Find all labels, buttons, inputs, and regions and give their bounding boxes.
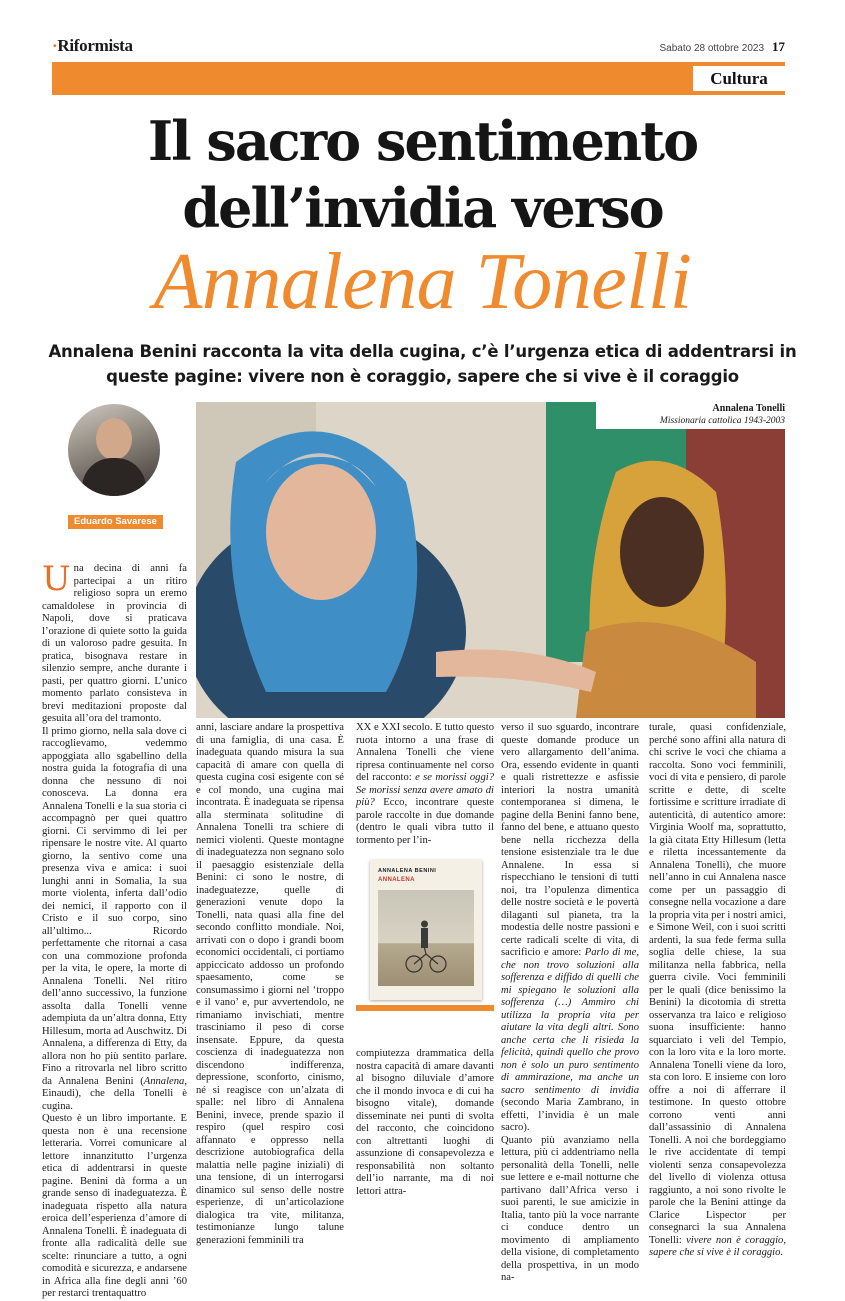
issue-date: Sabato 28 ottobre 2023 [659,43,764,54]
paragraph: compiutezza drammatica della nostra capacità di amare davanti al bisogno diluviale d’amore che il mondo invoca e di cui ha bisogno vitale), domande disseminate nei punti di svolta del racconto, che coincidono con altrettanti luoghi di assunzione di consapevolezza e responsabilità non soltanto dell’io narrante, ma di noi lettori attra- [356,1048,494,1197]
headline-line-2: dell’invidia verso [182,176,663,240]
book-title-inline: Annalena [143,1075,185,1087]
paragraph [356,722,494,847]
logo-dot-icon: · [52,36,58,55]
paragraph-text: na decina di anni fa partecipai a un ritiro religioso sopra un eremo camaldolese in provincia di Napoli, dove si praticava l’orazione di quiete sotto la guida di un valoroso padre gesuita. In pratica, bisognava restare in silenzio sempre, anche durante i pasti, per quattro giorni. L’unico momento parlato consisteva in brevi meditazioni proposte dal gesuita all’ora del tramonto. [42,563,187,724]
book-cover-image [356,860,494,1020]
paragraph: anni, lasciare andare la prospettiva di una famiglia, di una casa. È inadeguata quando misura la sua capacità di amare con quella di questa cugina così esigente con sé e col mondo, una cugina mai incontrata. È inadeguata se ripensa alla sterminata solitudine di Annalena Tonelli tra schiere di nemici violenti. Queste montagne di inadeguatezza non segnano solo il paesaggio esistenziale della Benini: ci sono le nostre, di inadeguatezze, quelle di generazioni venute dopo la Tonelli, nata quasi alla fine del secondo conflitto mondiale. Noi, arrivati con o dopo i grandi boom economici occidentali, ci portiamo appiccicato addosso un profondo spaesamento, come se consumassimo i giorni nel ‘troppo e il vano’ e, pur avvertendolo, ne rimaniamo invischiati, mentre trasciniamo il peso di corse insensate. Eppure, da questa coscienza di inadeguatezza non discendono indifferenza, depressione, sconforto, cinismo, né si reagisce con un’alzata di spalle: nel libro di Annalena Benini, invece, prende spazio il respiro (quel respiro così affannato e oppresso nella descrizione autobiografica della malattia nelle pagine iniziali) di una tensione, di un interrogarsi dinamico sul senso delle nostre esperienze, di un’articolazione dialogica tra vite, militanza, testimonianze lungo talune generazioni femminili tra [196,722,344,1246]
paragraph [42,726,187,1114]
headline-name: Annalena Tonelli [153,238,692,326]
paragraph [501,722,639,1135]
logo-text: Riformista [57,36,133,55]
avatar-head-shape [96,418,132,460]
book-title: ANNALENA [378,877,415,883]
paragraph-text: , Einaudi), che della Tonelli è cugina. [42,1075,187,1112]
article-column-3 [356,722,494,847]
headline [52,108,793,326]
article-column-3-continued [356,1048,494,1198]
article-column-2 [196,722,344,1247]
article-column-4 [501,722,639,1285]
section-label [693,66,785,91]
paragraph-text: verso il suo sguardo, incontrare queste domande produce un vero allargamento dell’anima. Ora, essendo evidente in quanti e quali ristrettezze e asfissie interiori la nostra umanità contemporanea si dimena, le pagine della Benini fanno bene, fanno del bene, e attuano questo bene nella ricchezza della tensione esistenziale tra le due Annalene. In essa si rispecchiano le tensioni di tutti noi, tra l’opulenza dimentica delle nostre società e le povertà dilaganti sul pianeta, tra la modestia delle nostre passioni e certe radicali scelte di vita, di sacrificio e amore: [501,722,639,958]
paragraph: Quanto più avanziamo nella lettura, più ci addentriamo nella personalità della Tonelli, nelle sue lettere e e-mail notturne che partivano dall’Africa verso i suoi parenti, le sue amicizie in Italia, tanto più la voce narrante ci conduce dentro un movimento di ampliamento della visione, di completamento della prospettiva, in un modo na- [501,1134,639,1283]
author-avatar [68,404,160,496]
bicycle-figure-icon [378,890,474,986]
caption-name: Annalena Tonelli [712,403,785,414]
newspaper-logo [52,36,133,56]
woman-right-face [620,497,704,607]
section-bar [52,62,785,95]
article-column-1 [42,559,187,1301]
quote-inline: Parlo di me, che non trovo soluzioni alla sofferenza e diffido di quelli che mi spiegano le soluzioni alla sofferenza (…) Ammiro chi utilizza la propria vita per aiutare la vita degli altri. Sono anche certa che li risieda la felicità, quindi quello che provo non è solo un puro sentimento di ammirazione, ma anche un sacro sentimento di invidia [501,947,639,1096]
book-author: ANNALENA BENINI [378,868,437,874]
paragraph-text: Il primo giorno, nella sala dove ci raccoglievamo, vedemmo appoggiata allo sgabellino della nostra guida la fotografia di una donna che nessuno di noi conosceva. La donna era Annalena Tonelli e la sua storia ci accompagnò per quei quattro giorni. Ci servimmo di lei per ripensare le nostre vite. Al quarto giorno, la sentivo come una presenza viva e amica: i suoi lunghi anni in Somalia, la sua morte violenta, inferta dall’odio dei nemici, il rapporto con il Cristo e il suo corpo, sino all’ultimo... Ricordo perfettamente che ritornai a casa con una commozione profonda per la vita, le opere, la morte di Annalena Tonelli. Nel ritiro dell’anno successivo, la funzione assolta dalla Tonelli venne adempiuta da un’altra donna, Etty Hillesum, morta ad Auschwitz. Di Annalena, a differenza di Etty, da allora non ho più sentito parlare. Fino a ritrovarla nel libro scritto da Annalena Benini ( [42,725,187,1087]
photo-illustration [196,402,785,718]
paragraph: Questo è un libro importante. E questa non è una recensione letteraria. Vorrei comunicare al lettore innanzitutto l’urgenza etica di addentrarsi in queste pagine. Benini dà forma a un grande senso di inadeguatezza. È inadeguata rispetto alla natura eroica dell’esperienza d’amore di Annalena Tonelli. È inadeguata di fronte alla radicalità delle sue scelte: rinunciare a tutto, a ogni comodità e sicurezza, e andarsene in Africa alla fine degli anni ’60 per restarci trentaquattro [42,1113,187,1299]
book-cover [370,860,482,1000]
dateline [659,39,785,55]
subheadline: Annalena Benini racconta la vita della cugina, c’è l’urgenza etica di addentrarsi in queste pagine: vivere non è coraggio, sapere che si vive è il coraggio [48,342,797,386]
paragraph [649,722,786,1260]
masthead [52,36,785,58]
quote-inline: e se morissi oggi? Se morissi senza avere amato di più? [356,772,495,808]
paragraph-text: (secondo Maria Zambrano, in effetti, l’invidia è un male sacro). [501,1097,639,1133]
headline-line-1: Il sacro sentimento [147,109,698,173]
article-photo [196,402,785,718]
page-number: 17 [772,39,785,54]
avatar-body-shape [82,458,146,496]
book-cover-photo [378,890,474,986]
paragraph [42,559,187,726]
article-column-5 [649,722,786,1260]
photo-caption [596,402,785,429]
closing-quote: vivere non è coraggio, sapere che si vive è il coraggio. [649,1234,786,1258]
author-byline: Eduardo Savarese [68,515,163,529]
paragraph-text: Ecco, incontrare queste parole raccolte in due domande (dentro le quali vibra tutto il tormento per l’in- [356,797,494,846]
caption-role: Missionaria cattolica 1943-2003 [659,416,785,426]
section-name: Cultura [710,69,768,88]
drop-cap: U [42,559,71,599]
woman-left-face [266,464,376,600]
book-accent-strip [356,1005,494,1011]
paragraph-text: turale, quasi confidenziale, perché sono affini alla natura di chi scrive le voci che chiama a raccolta. Sono voci femminili, voci di vita e pensiero, di parole scritte e dette, di scelte fortissime e scritture irradiate di autenticità, di autentico amore: Virginia Woolf ma, soprattutto, la già citata Etty Hillesum (letta e riletta incessantemente da Annalena Tonelli), che muore nell’anno in cui Annalena nasce come per un passaggio di consegne nella vocazione a dare la propria vita per i nostri amici, e Simone Weil, con i suoi scritti ardenti, la sua fede ferma sulla soglia delle chiese, la sua militanza nella fabbrica, nella guerra civile. Voci femminili per le quali (dice benissimo la Benini) la dicotomia di stretta osservanza tra laico e religioso suona insufficiente: hanno squarciato i veli del Tempio, con la loro vita e la loro morte. Annalena Tonelli viene da loro, sta con loro. E insieme con loro offre a noi di afferrare il testimone. In questo ottobre corrono venti anni dall’assassinio di Annalena Tonelli. A noi che bordeggiamo le rive accidentate di tempi violenti senza consapevolezza del livello di violenza ottusa raggiunto, a noi sono rivolte le parole che la Benini attinge da Clarice Lispector per consegnarci la sua Annalena Tonelli: [649,722,786,1246]
paragraph-text: XX e XXI secolo. E tutto questo ruota intorno a una frase di Annalena Tonelli che viene ripresa continuamente nel corso del racconto: [356,722,494,783]
